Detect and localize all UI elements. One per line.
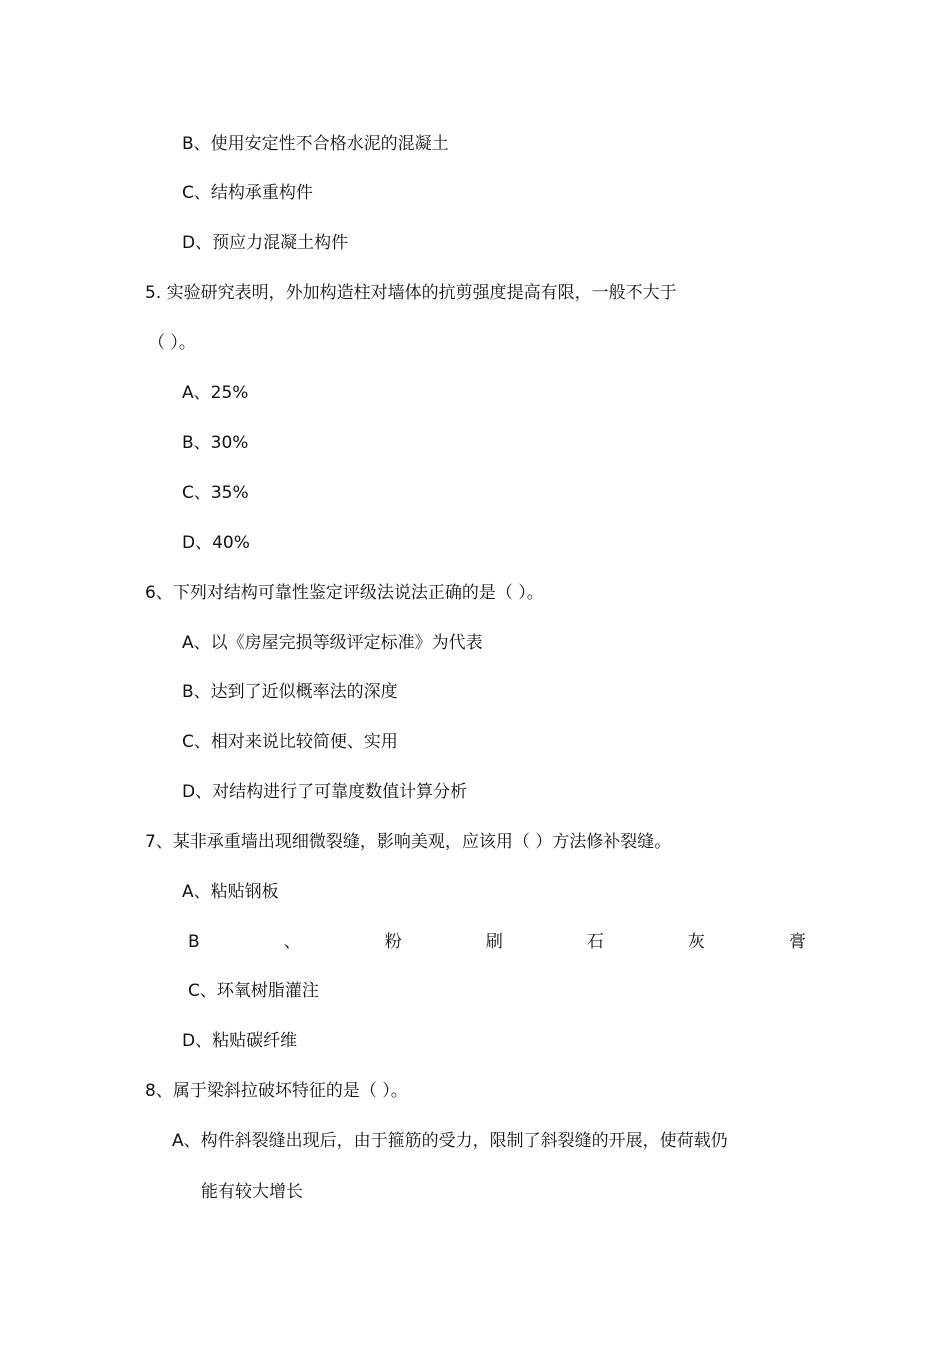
- q5-stem-continuation: （ ）。: [148, 333, 196, 353]
- q8-stem: 8、属于梁斜拉破坏特征的是（ ）。: [145, 1081, 408, 1101]
- q4-option-b: B、使用安定性不合格水泥的混凝土: [182, 134, 449, 154]
- q7-option-a: A、粘贴钢板: [182, 882, 279, 902]
- q4-option-d: D、预应力混凝土构件: [182, 233, 349, 253]
- q7-option-d: D、粘贴碳纤维: [182, 1031, 298, 1051]
- q7-option-b-char: 膏: [788, 932, 806, 952]
- q8-option-a-continuation: 能有较大增长: [201, 1182, 303, 1202]
- q6-option-b: B、达到了近似概率法的深度: [182, 682, 398, 702]
- q7-stem: 7、某非承重墙出现细微裂缝，影响美观，应该用（ ）方法修补裂缝。: [145, 832, 672, 852]
- q7-option-b-char: 粉: [384, 932, 402, 952]
- q8-option-a: A、构件斜裂缝出现后，由于箍筋的受力，限制了斜裂缝的开展，使荷载仍: [172, 1131, 728, 1151]
- q7-option-b: [188, 931, 806, 953]
- q7-option-b-char: 刷: [485, 932, 503, 952]
- q6-option-a: A、以《房屋完损等级评定标准》为代表: [182, 633, 483, 653]
- q6-option-d: D、对结构进行了可靠度数值计算分析: [182, 782, 468, 802]
- q7-option-b-char: 石: [586, 932, 604, 952]
- q5-option-d: D、40%: [182, 533, 250, 553]
- q7-option-b-char: 、: [283, 932, 301, 952]
- q7-option-b-char: B: [188, 932, 200, 952]
- q5-option-a: A、25%: [182, 383, 249, 403]
- q6-option-c: C、相对来说比较简便、实用: [182, 732, 398, 752]
- q5-stem: 5. 实验研究表明，外加构造柱对墙体的抗剪强度提高有限，一般不大于: [145, 283, 677, 303]
- q5-option-c: C、35%: [182, 483, 249, 503]
- q5-option-b: B、30%: [182, 433, 249, 453]
- q7-option-b-char: 灰: [687, 932, 705, 952]
- q4-option-c: C、结构承重构件: [182, 183, 313, 203]
- q6-stem: 6、下列对结构可靠性鉴定评级法说法正确的是（ ）。: [145, 583, 544, 603]
- q7-option-c: C、环氧树脂灌注: [188, 981, 319, 1001]
